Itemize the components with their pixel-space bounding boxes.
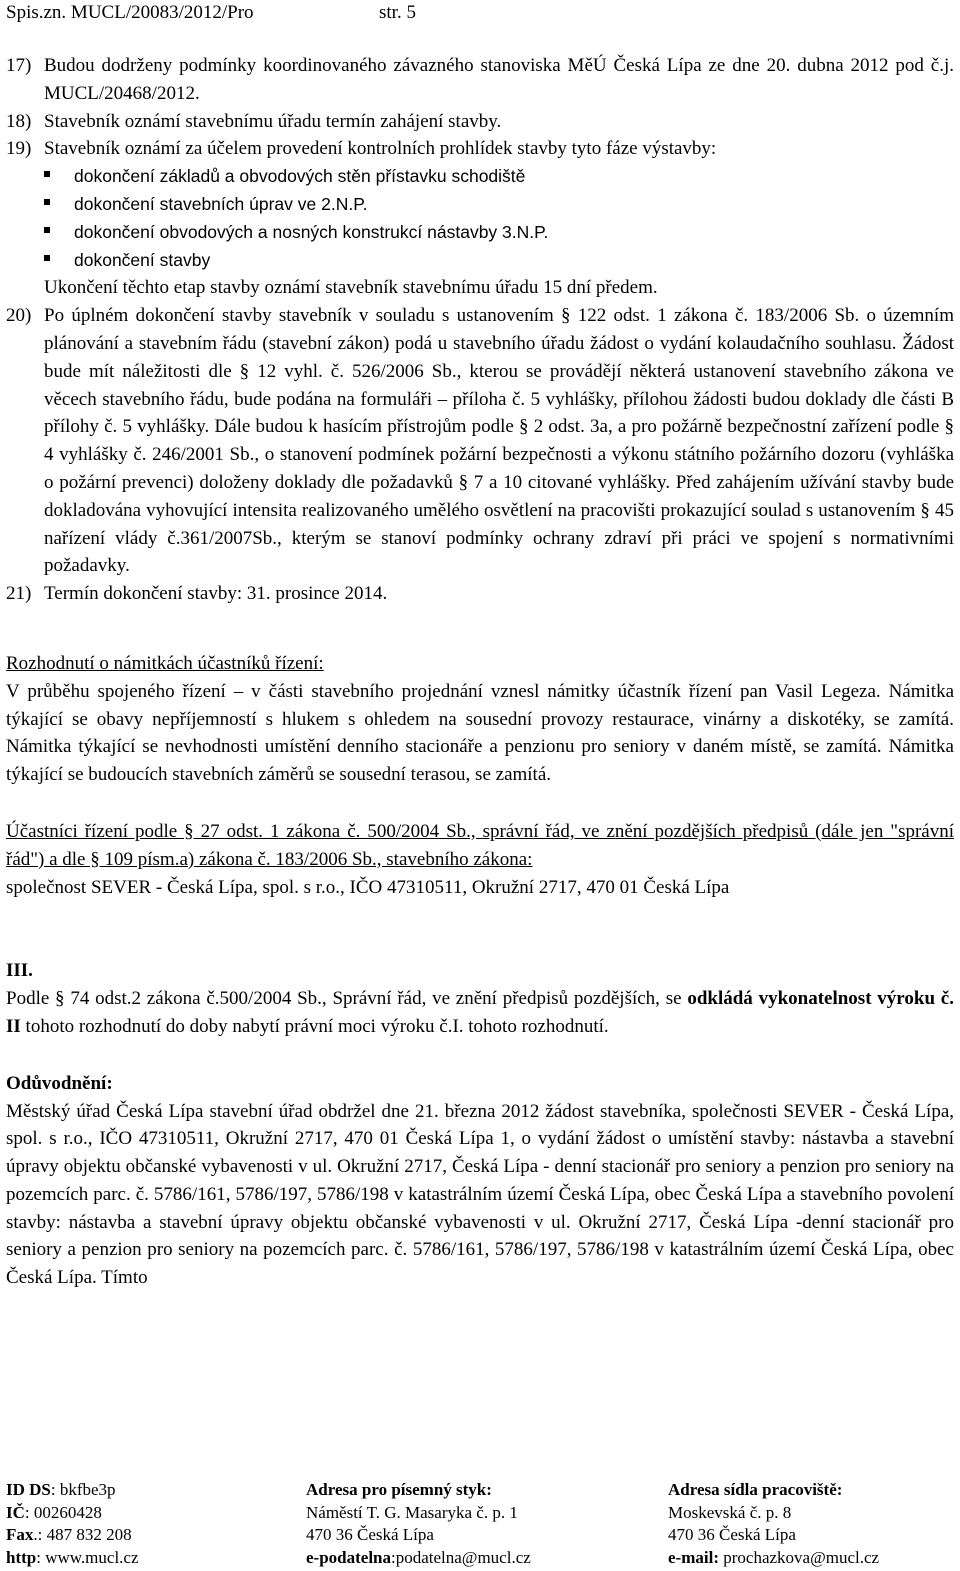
footer-value: : www.mucl.cz — [36, 1547, 139, 1567]
item-number: 17) — [6, 55, 32, 76]
item-number: 19) — [6, 138, 32, 160]
section-iii-text — [6, 985, 954, 1041]
doc-reference: Spis.zn. MUCL/20083/2012/Pro — [6, 2, 254, 23]
footer-label: e-podatelna — [306, 1547, 391, 1567]
footer-line — [6, 1547, 139, 1570]
bullet-square-icon — [44, 171, 50, 177]
bullet-square-icon — [44, 199, 50, 205]
footer-value: prochazkova@mucl.cz — [718, 1547, 880, 1567]
document-body — [6, 52, 954, 1292]
bullet-square-icon — [44, 255, 50, 261]
item-text: Stavebník oznámí stavebnímu úřadu termín zahájení stavby. — [44, 110, 502, 132]
spacer — [6, 789, 954, 818]
footer-heading: Adresa pro písemný styk: — [306, 1480, 492, 1499]
footer-line — [6, 1502, 139, 1525]
item-text: Stavebník oznámí za účelem provedení kontrolních prohlídek stavby tyto fáze výstavby: — [44, 138, 717, 160]
reasoning-heading: Odůvodnění: — [6, 1072, 113, 1094]
footer-email — [668, 1547, 879, 1570]
bullet-text: dokončení stavby — [74, 249, 211, 270]
section-iii-text-start: Podle § 74 odst.2 zákona č.500/2004 Sb., Správní řád, ve znění předpisů pozdějších, se — [6, 988, 688, 1010]
spacer — [6, 608, 954, 650]
item-text: Termín dokončení stavby: 31. prosince 2014. — [44, 583, 388, 605]
footer-label: http — [6, 1547, 37, 1567]
footer-heading: Adresa sídla pracoviště: — [668, 1480, 843, 1499]
spacer — [6, 1041, 954, 1070]
bullet-text: dokončení stavebních úprav ve 2.N.P. — [74, 193, 368, 214]
item-number: 20) — [6, 305, 32, 327]
item-21 — [6, 580, 954, 608]
section-iii-text-end: tohoto rozhodnutí do doby nabytí právní moci výroku č.I. tohoto rozhodnutí. — [20, 1015, 609, 1037]
participants-heading: Účastníci řízení podle § 27 odst. 1 zákona č. 500/2004 Sb., správní řád, ve znění pozdějších předpisů (dále jen "správní řád") a dle § 109 písm.a) zákona č. 183/2006 Sb., stavebního zákona: — [6, 820, 954, 870]
footer-line: Náměstí T. G. Masaryka č. p. 1 — [306, 1502, 518, 1522]
list-item — [6, 191, 954, 219]
footer-value: :podatelna@mucl.cz — [391, 1547, 531, 1567]
footer-line — [6, 1479, 139, 1502]
item-number: 21) — [6, 583, 32, 605]
bullet-text: dokončení obvodových a nosných konstrukcí nástavby 3.N.P. — [74, 221, 549, 242]
objections-heading: Rozhodnutí o námitkách účastníků řízení: — [6, 652, 324, 674]
objections-text: V průběhu spojeného řízení – v části stavebního projednání vznesl námitky účastník řízení pan Vasil Legeza. Námitka týkající se obavy nepříjemností s hlukem s ohledem na sousední provozy restaurace, vinárny a diskotéky, se zamítá. Námitka týkající se nevhodnosti umístění denního stacionáře a penzionu pro seniory v daném místě, se zamítá. Námitka týkající se budoucích stavebních záměrů se sousední terasou, se zamítá. — [6, 680, 954, 786]
footer-value: : bkfbe3p — [50, 1480, 116, 1499]
item-20 — [6, 302, 954, 580]
item-text: Budou dodrženy podmínky koordinovaného závazného stanoviska MěÚ Česká Lípa ze dne 20. dubna 2012 pod č.j. MUCL/20468/2012. — [44, 55, 954, 104]
item-19-closing-text: Ukončení těchto etap stavby oznámí stavebník stavebnímu úřadu 15 dní předem. — [44, 277, 658, 299]
page-number: str. 5 — [379, 2, 416, 23]
bullet-square-icon — [44, 227, 50, 233]
footer-label: e-mail: — [668, 1547, 719, 1567]
item-number: 18) — [6, 110, 32, 132]
item-text: Po úplném dokončení stavby stavebník v souladu s ustanovením § 122 odst. 1 zákona č. 183/2006 Sb. o územním plánování a stavebním řádu (stavební zákon) podá u stavebního úřadu žádost o vydání kolaudačního souhlasu. Žádost bude mít náležitosti dle § 12 vyhl. č. 526/2006 Sb., kterou se provádějí některá ustanovení stavebního zákona ve věcech stavebního řádu, bude podána na formuláři – příloha č. 5 vyhlášky, přílohou žádosti budou doklady dle části B přílohy č. 5 vyhlášky. Dále budou k hasícím přístrojům podle § 2 odst. 3a, a pro požárně bezpečnostní zařízení podle § 4 vyhlášky č. 246/2001 Sb., o stanovení podmínek požární bezpečnosti a výkonu státního požárního dozoru (vyhláška o požární prevenci) doloženy doklady dle požadavků § 7 a 10 citované vyhlášky. Před zahájením užívání stavby bude dokladována vyhovující intensita realizovaného umělého osvětlení na pracovišti prokazující soulad s ustanovením § 45 nařízení vlády č.361/2007Sb., kterým se stanoví podmínky ochrany zdraví při práci ve spojení s normativními požadavky. — [44, 305, 954, 577]
footer-label: IČ — [6, 1502, 25, 1522]
list-item — [6, 219, 954, 247]
item-19 — [6, 135, 954, 163]
footer-line: 470 36 Česká Lípa — [306, 1525, 434, 1544]
spacer — [6, 901, 954, 957]
list-item — [6, 247, 954, 275]
item-18 — [6, 108, 954, 136]
footer-contact-ids — [6, 1479, 139, 1569]
footer-line: Moskevská č. p. 8 — [668, 1502, 792, 1522]
item-17 — [6, 52, 954, 108]
section-iii-bold-text: odkládá vykonatelnost výroku č. II — [6, 988, 954, 1037]
footer-line — [6, 1524, 139, 1547]
footer-mailing-address — [306, 1479, 531, 1569]
footer-email — [306, 1547, 531, 1570]
footer-office-address — [668, 1479, 879, 1569]
bullet-text: dokončení základů a obvodových stěn přístavku schodiště — [74, 166, 526, 187]
footer-line: 470 36 Česká Lípa — [668, 1525, 796, 1544]
footer-value: .: 487 832 208 — [33, 1525, 132, 1544]
section-numeral: III. — [6, 960, 33, 982]
reasoning-text: Městský úřad Česká Lípa stavební úřad obdržel dne 21. března 2012 žádost stavebníka, společnosti SEVER - Česká Lípa, spol. s r.o., IČO 47310511, Okružní 2717, 470 01 Česká Lípa 1, o vydání žádost o umístění stavby: nástavba a stavební úpravy objektu občanské vybavenosti v ul. Okružní 2717, Česká Lípa - denní stacionář pro seniory a penzion pro seniory na pozemcích parc. č. 5786/161, 5786/197, 5786/198 v katastrálním území Česká Lípa, obec Česká Lípa a stavebního povolení stavby: nástavba a stavební úpravy objektu občanské vybavenosti v ul. Okružní 2717, Česká Lípa -denní stacionář pro seniory a penzion pro seniory na pozemcích parc. č. 5786/161, 5786/197, 5786/198 v katastrálním území Česká Lípa, obec Česká Lípa. Tímto — [6, 1100, 954, 1289]
list-item — [6, 163, 954, 191]
participants-text: společnost SEVER - Česká Lípa, spol. s r.o., IČO 47310511, Okružní 2717, 470 01 Česká Lípa — [6, 876, 730, 898]
footer-label: ID DS — [6, 1480, 51, 1499]
footer-value: : 00260428 — [24, 1502, 102, 1522]
footer-label: Fax — [6, 1525, 34, 1544]
